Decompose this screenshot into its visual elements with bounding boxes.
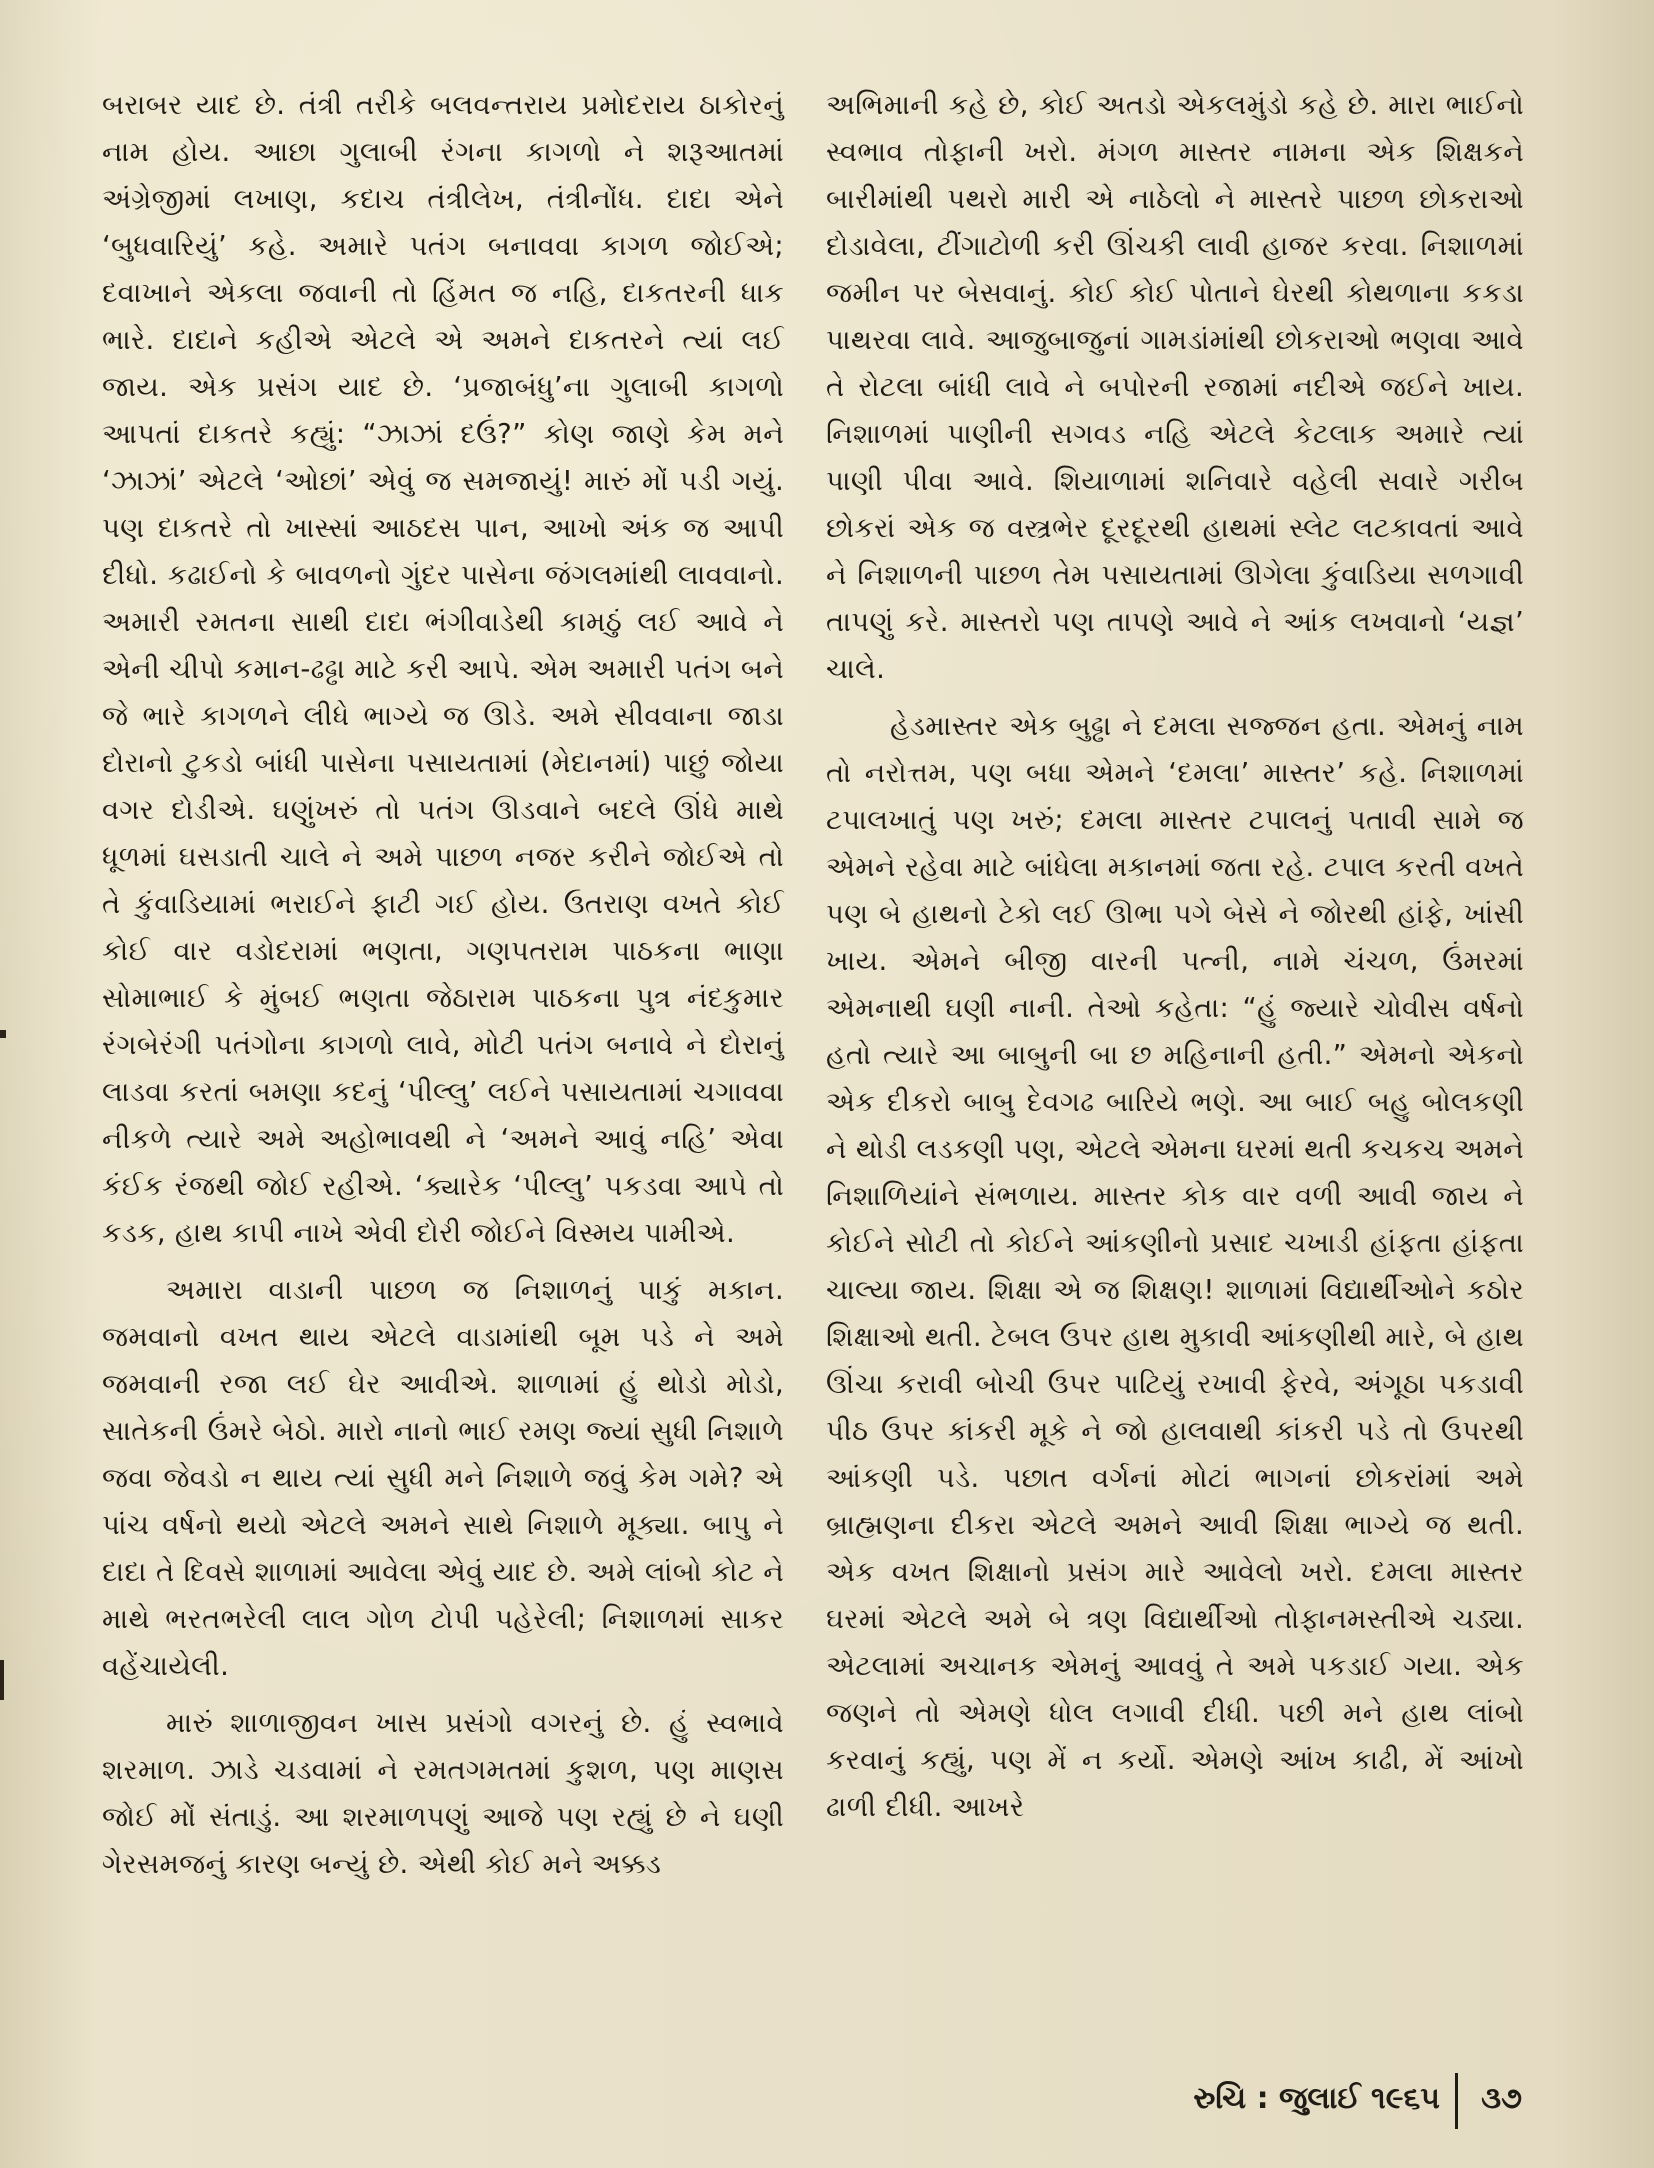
right-column bbox=[826, 82, 1524, 1831]
paragraph: મારું શાળાજીવન ખાસ પ્રસંગો વગરનું છે. હું સ્વભાવે શરમાળ. ઝાડે ચડવામાં ને રમતગમતમાં કુશળ, પણ માણસ જોઈ મોં સંતાડું. આ શરમાળપણું આજે પણ રહ્યું છે ને ઘણી ગેરસમજનું કારણ બન્યું છે. એથી કોઈ મને અક્કડ bbox=[102, 1707, 784, 1880]
paragraph: હેડમાસ્તર એક બુઢ્ઢા ને દમલા સજ્જન હતા. એમનું નામ તો નરોત્તમ, પણ બધા એમને ‘દમલા’ માસ્તર’ કહે. નિશાળમાં ટપાલખાતું પણ ખરું; દમલા માસ્તર ટપાલનું પતાવી સામે જ એમને રહેવા માટે બાંધેલા મકાનમાં જતા રહે. ટપાલ કરતી વખતે પણ બે હાથનો ટેકો લઈ ઊભા પગે બેસે ને જોરથી હાંફે, ખાંસી ખાય. એમને બીજી વારની પત્ની, નામે ચંચળ, ઉંમરમાં એમનાથી ઘણી નાની. તેઓ કહેતા: “હું જ્યારે ચોવીસ વર્ષનો હતો ત્યારે આ બાબુની બા છ મહિનાની હતી.” એમનો એકનો એક દીકરો બાબુ દેવગઢ બારિયે ભણે. આ બાઈ બહુ બોલકણી ને થોડી લડકણી પણ, એટલે એમના ઘરમાં થતી કચકચ અમને નિશાળિયાંને સંભળાય. માસ્તર કોક વાર વળી આવી જાય ને કોઈને સોટી તો કોઈને આંકણીનો પ્રસાદ ચખાડી હાંફતા હાંફતા ચાલ્યા જાય. શિક્ષા એ જ શિક્ષણ! શાળામાં વિદ્યાર્થીઓને કઠોર શિક્ષાઓ થતી. ટેબલ ઉપર હાથ મુકાવી આંકણીથી મારે, બે હાથ ઊંચા કરાવી બોચી ઉપર પાટિયું રખાવી ફેરવે, અંગૂઠા પકડાવી પીઠ ઉપર કાંકરી મૂકે ને જો હાલવાથી કાંકરી પડે તો ઉપરથી આંકણી પડે. પછાત વર્ગનાં મોટાં ભાગનાં છોકરાંમાં અમે બ્રાહ્મણના દીકરા એટલે અમને આવી શિક્ષા ભાગ્યે જ થતી. એક વખત શિક્ષાનો પ્રસંગ મારે આવેલો ખરો. દમલા માસ્તર ઘરમાં એટલે અમે બે ત્રણ વિદ્યાર્થીઓ તોફાનમસ્તીએ ચડ્યા. એટલામાં અચાનક એમનું આવવું તે અમે પકડાઈ ગયા. એક જણને તો એમણે ધોલ લગાવી દીધી. પછી મને હાથ લાંબો કરવાનું કહ્યું, પણ મેં ન કર્યો. એમણે આંખ કાઢી, મેં આંખો ઢાળી દીધી. આખરે bbox=[826, 710, 1524, 1823]
paragraph: બરાબર યાદ છે. તંત્રી તરીકે બલવન્તરાય પ્રમોદરાય ઠાકોરનું નામ હોય. આછા ગુલાબી રંગના કાગળો ને શરૂઆતમાં અંગ્રેજીમાં લખાણ, કદાચ તંત્રીલેખ, તંત્રીનોંધ. દાદા એને ‘બુધવારિયું’ કહે. અમારે પતંગ બનાવવા કાગળ જોઈએ; દવાખાને એકલા જવાની તો હિંમત જ નહિ, દાકતરની ધાક ભારે. દાદાને કહીએ એટલે એ અમને દાકતરને ત્યાં લઈ જાય. એક પ્રસંગ યાદ છે. ‘પ્રજાબંધુ’ના ગુલાબી કાગળો આપતાં દાકતરે કહ્યું: “ઝાઝાં દઉં?” કોણ જાણે કેમ મને ‘ઝાઝાં’ એટલે ‘ઓછાં’ એવું જ સમજાયું! મારું મોં પડી ગયું. પણ દાકતરે તો ખાસ્સાં આઠદસ પાન, આખો અંક જ આપી દીધો. કઢાઈનો કે બાવળનો ગુંદર પાસેના જંગલમાંથી લાવવાનો. અમારી રમતના સાથી દાદા ભંગીવાડેથી કામઠું લઈ આવે ને એની ચીપો કમાન-ઢઢ્ઢા માટે કરી આપે. એમ અમારી પતંગ બને જે ભારે કાગળને લીધે ભાગ્યે જ ઊડે. અમે સીવવાના જાડા દોરાનો ટુકડો બાંધી પાસેના પસાયતામાં (મેદાનમાં) પાછું જોયા વગર દોડીએ. ઘણુંખરું તો પતંગ ઊડવાને બદલે ઊંધે માથે ધૂળમાં ઘસડાતી ચાલે ને અમે પાછળ નજર કરીને જોઈએ તો તે કુંવાડિયામાં ભરાઈને ફાટી ગઈ હોય. ઉતરાણ વખતે કોઈ કોઈ વાર વડોદરામાં ભણતા, ગણપતરામ પાઠકના ભાણા સોમાભાઈ કે મુંબઈ ભણતા જેઠારામ પાઠકના પુત્ર નંદકુમાર રંગબેરંગી પતંગોના કાગળો લાવે, મોટી પતંગ બનાવે ને દોરાનું લાડવા કરતાં બમણા કદનું ‘પીલ્લુ’ લઈને પસાયતામાં ચગાવવા નીકળે ત્યારે અમે અહોભાવથી ને ‘અમને આવું નહિ’ એવા કંઈક રંજથી જોઈ રહીએ. ‘ક્યારેક ‘પીલ્લુ’ પકડવા આપે તો કડક, હાથ કાપી નાખે એવી દોરી જોઈને વિસ્મય પામીએ. bbox=[102, 89, 784, 1249]
page-footer bbox=[1170, 2073, 1550, 2133]
footer-divider bbox=[1455, 2073, 1458, 2129]
page-edge-mark bbox=[0, 1660, 4, 1700]
magazine-issue-label: રુચિ : જુલાઈ ૧૯૬૫ bbox=[1193, 2081, 1440, 2116]
page-edge-mark bbox=[0, 1030, 6, 1038]
left-column bbox=[102, 82, 784, 1888]
paragraph: અમારા વાડાની પાછળ જ નિશાળનું પાકું મકાન. જમવાનો વખત થાય એટલે વાડામાંથી બૂમ પડે ને અમે જમવાની રજા લઈ ઘેર આવીએ. શાળામાં હું થોડો મોડો, સાતેકની ઉંમરે બેઠો. મારો નાનો ભાઈ રમણ જ્યાં સુધી નિશાળે જવા જેવડો ન થાય ત્યાં સુધી મને નિશાળે જવું કેમ ગમે? એ પાંચ વર્ષનો થયો એટલે અમને સાથે નિશાળે મૂક્યા. બાપુ ને દાદા તે દિવસે શાળામાં આવેલા એવું યાદ છે. અમે લાંબો કોટ ને માથે ભરતભરેલી લાલ ગોળ ટોપી પહેરેલી; નિશાળમાં સાકર વહેંચાયેલી. bbox=[102, 1274, 784, 1682]
page-number: ૩૭ bbox=[1481, 2081, 1522, 2116]
paragraph: અભિમાની કહે છે, કોઈ અતડો એકલમુંડો કહે છે. મારા ભાઈનો સ્વભાવ તોફાની ખરો. મંગળ માસ્તર નામના એક શિક્ષકને બારીમાંથી પથરો મારી એ નાઠેલો ને માસ્તરે પાછળ છોકરાઓ દોડાવેલા, ટીંગાટોળી કરી ઊંચકી લાવી હાજર કરવા. નિશાળમાં જમીન પર બેસવાનું. કોઈ કોઈ પોતાને ઘેરથી કોથળાના કકડા પાથરવા લાવે. આજુબાજુનાં ગામડાંમાંથી છોકરાઓ ભણવા આવે તે રોટલા બાંધી લાવે ને બપોરની રજામાં નદીએ જઈને ખાય. નિશાળમાં પાણીની સગવડ નહિ એટલે કેટલાક અમારે ત્યાં પાણી પીવા આવે. શિયાળામાં શનિવારે વહેલી સવારે ગરીબ છોકરાં એક જ વસ્ત્રભેર દૂરદૂરથી હાથમાં સ્લેટ લટકાવતાં આવે ને નિશાળની પાછળ તેમ પસાયતામાં ઊગેલા કુંવાડિયા સળગાવી તાપણું કરે. માસ્તરો પણ તાપણે આવે ને આંક લખવાનો ‘યજ્ઞ’ ચાલે. bbox=[826, 89, 1524, 685]
